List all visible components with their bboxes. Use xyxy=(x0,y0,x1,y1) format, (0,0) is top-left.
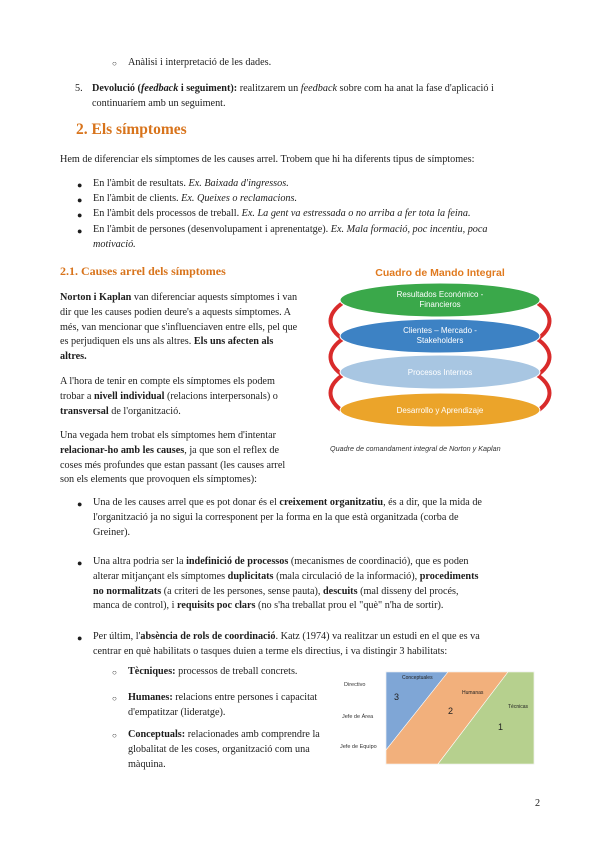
band-number: 3 xyxy=(394,692,400,702)
paragraph-relacionar: Una vegada hem trobat els símptomes hem d'intentar relacionar-ho amb les causes, ja que son el reflex de coses més profundes que estan passant (les causes arrel son els elements que provoquen els símptomes): xyxy=(60,430,286,486)
layer-label: Resultados Económico - xyxy=(396,290,484,299)
band-label: Humanas xyxy=(462,690,484,696)
item5-number: 5. xyxy=(75,83,83,94)
sub-bullet-circle: ○ xyxy=(112,694,117,703)
sub-bullet-circle: ○ xyxy=(112,731,117,740)
band-label: Técnicas xyxy=(508,704,529,710)
skill-conceptuals: Conceptuals: relacionades amb comprendre la globalitat de les coses, organització com una màquina. xyxy=(128,729,320,770)
symptom-item: En l'àmbit dels processos de treball. Ex. La gent va estressada o no arriba a fer tota la feina. xyxy=(93,208,471,219)
bullet-dot: ● xyxy=(77,558,83,568)
layer-label: Financieros xyxy=(419,300,461,309)
band-number: 2 xyxy=(448,706,454,716)
bullet-dot: ● xyxy=(77,210,83,220)
figure-katz-skills xyxy=(338,670,538,766)
row-label: Jefe de Equipo xyxy=(340,744,377,750)
symptom-item: En l'àmbit de clients. Ex. Queixes o reclamacions. xyxy=(93,193,298,204)
figure-cuadro-mando xyxy=(320,262,560,462)
row-label: Jefe de Área xyxy=(342,714,374,720)
cause-item-processos: Una altra podria ser la indefinició de processos (mecanismes de coordinació), que es poden alterar mitjançant els símptomes duplicitats (mala circulació de la informació), procediments no normalitzats (a criteri de les persones, sense pauta), descuits (mal disseny del procés, manca de control), i requisits poc clars (no s'ha treballat prou el "què" n'ha de sortir). xyxy=(93,556,479,612)
item5-text: Devolució (feedback i seguiment): realitzarem un feedback sobre com ha anat la fase d'aplicació i xyxy=(92,83,494,94)
skill-tecniques: Tècniques: processos de treball concrets. xyxy=(128,666,298,677)
layer-label: Clientes – Mercado - xyxy=(403,326,477,335)
layer-label: Procesos Internos xyxy=(407,368,473,377)
bullet-dot: ● xyxy=(77,633,83,643)
symptom-item-cont: motivació. xyxy=(93,239,136,250)
item5-line2: continuaríem amb un seguiment. xyxy=(92,98,226,109)
cause-item-creixement: Una de les causes arrel que es pot donar és el creixement organitzatiu, és a dir, que la mida de l'organització ja no sigui la corresponent per la forma en la que està organitzada (corba de Greiner). xyxy=(93,497,482,538)
layer-label: Stakeholders xyxy=(416,336,464,345)
katz-skills-diagram xyxy=(338,670,538,766)
bullet-dot: ● xyxy=(77,499,83,509)
bullet-dot: ● xyxy=(77,226,83,236)
paragraph-norton-kaplan: Norton i Kaplan van diferenciar aquests símptomes i van dir que les causes podien deure's a aquests símptomes. A més, van mencionar que s'influenciaven entre ells, pel que es perjudiquen els uns als altres. Els uns afecten als altres. xyxy=(60,292,298,363)
figure-caption: Quadre de comandament integral de Norton y Kaplan xyxy=(330,444,501,453)
paragraph-nivell: A l'hora de tenir en compte els símptomes els podem trobar a nivell individual (relacions interpersonals) o transversal de l'organització. xyxy=(60,376,278,417)
band-number: 1 xyxy=(498,722,504,732)
cause-item-rols: Per últim, l'absència de rols de coordinació. Katz (1974) va realitzar un estudi en el que es va centrar en què habilitats o tasques duien a terme els directius, i va distingir 3 habilitats: xyxy=(93,631,480,657)
bullet-dot: ● xyxy=(77,180,83,190)
section-heading-sintomes: 2. Els símptomes xyxy=(76,121,187,138)
symptom-item: En l'àmbit de persones (desenvolupament i aprenentatge). Ex. Mala formació, poc incentiu, poca xyxy=(93,224,488,235)
row-label: Directivo xyxy=(344,682,366,688)
sub-bullet-circle: ○ xyxy=(112,59,117,68)
symptom-item: En l'àmbit de resultats. Ex. Baixada d'ingressos. xyxy=(93,178,289,189)
section-intro: Hem de diferenciar els símptomes de les causes arrel. Trobem que hi ha diferents tipus de símptomes: xyxy=(60,154,475,165)
bullet-dot: ● xyxy=(77,195,83,205)
top-item: Anàlisi i interpretació de les dades. xyxy=(128,57,272,68)
layer-label: Desarrollo y Aprendizaje xyxy=(396,406,484,415)
subsection-heading-causes: 2.1. Causes arrel dels símptomes xyxy=(60,264,226,278)
figure-title: Cuadro de Mando Integral xyxy=(375,267,505,279)
sub-bullet-circle: ○ xyxy=(112,668,117,677)
page-number: 2 xyxy=(535,798,541,809)
skill-humanes: Humanes: relacions entre persones i capacitat d'empatitzar (lideratge). xyxy=(128,692,318,718)
band-label: Conceptuales xyxy=(402,675,433,681)
cuadro-mando-diagram xyxy=(320,262,560,462)
